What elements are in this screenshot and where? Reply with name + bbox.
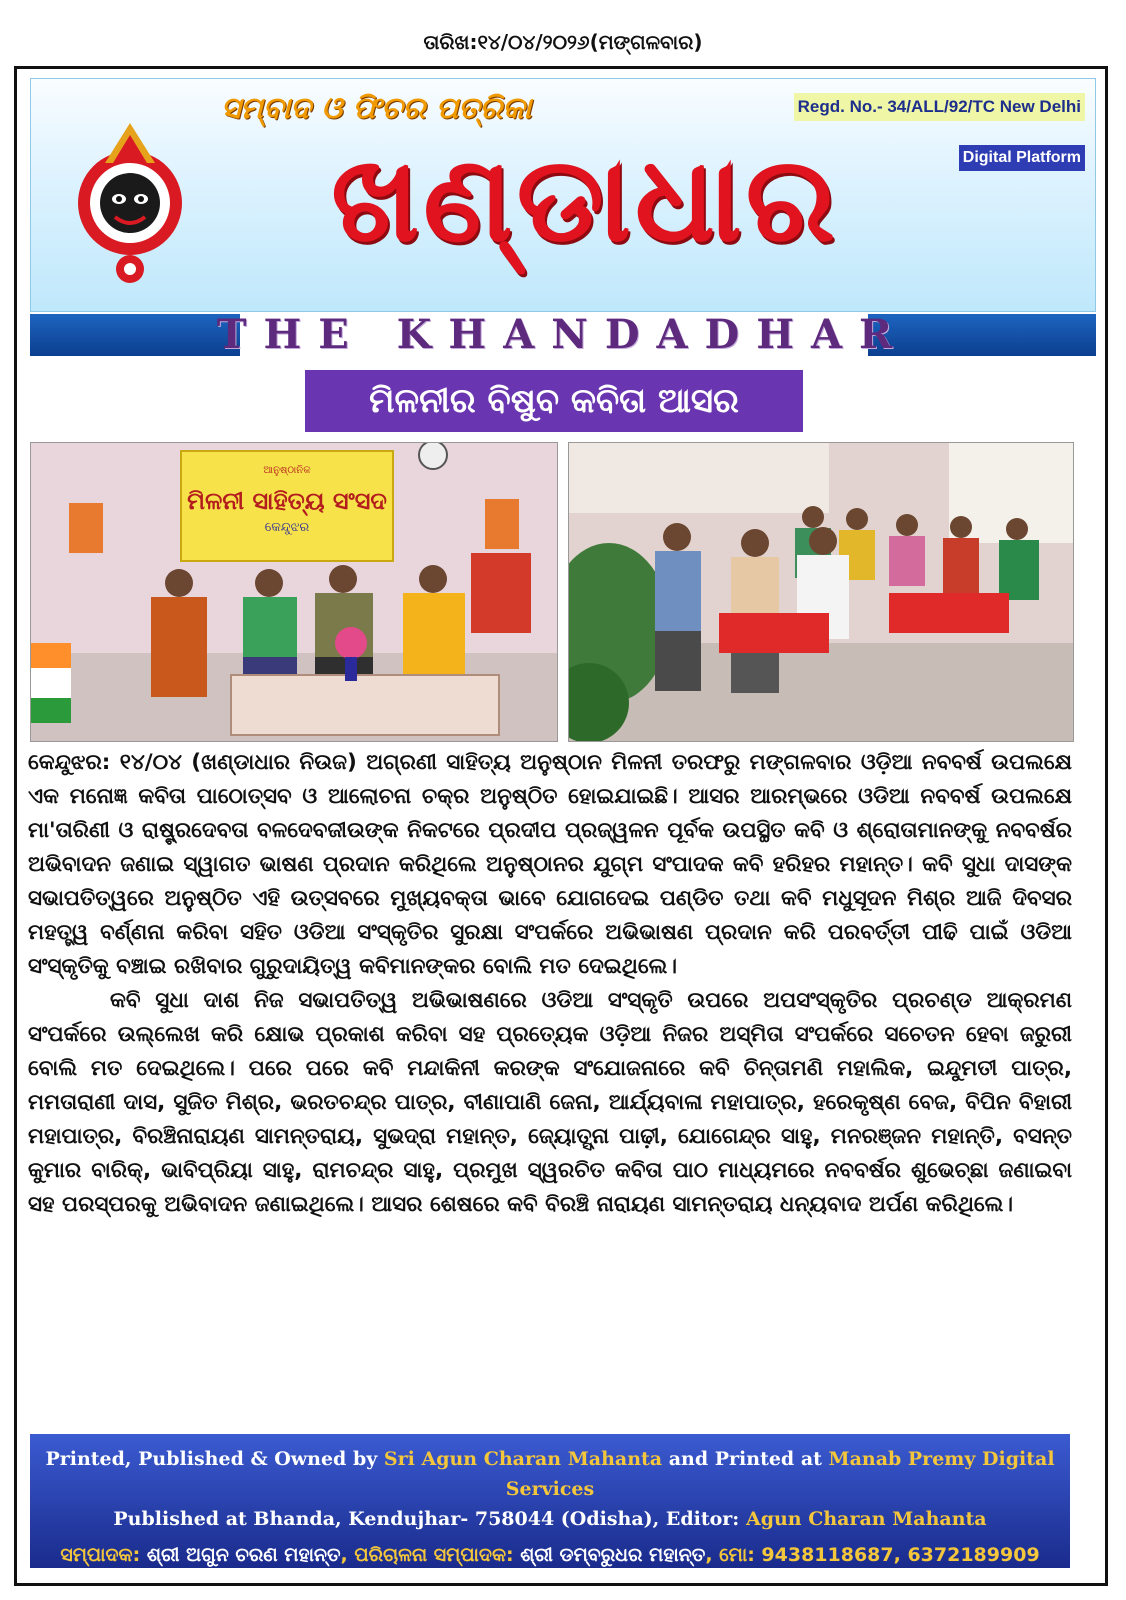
english-title: THE KHANDADHAR bbox=[216, 311, 910, 358]
footer-l1a: Printed, Published & Owned by bbox=[45, 1448, 384, 1470]
footer-l3e: , ମୋ: 9438118687, 6372189909 bbox=[705, 1544, 1040, 1566]
article-paragraph-1: କେନ୍ଦୁଝର: ୧୪/୦୪ (ଖଣ୍ଡାଧାର ନିଉଜ) ଅଗ୍ରଣୀ ସାହିତ୍ୟ ଅନୁଷ୍ଠାନ ମିଳନୀ ତରଫରୁ ମଙ୍ଗଳବାର ଓଡ଼ିଆ ନବବର୍ଷ ଉପଲକ୍ଷେ ଏକ ମନୋଜ୍ଞ କବିତା ପାଠୋତ୍ସବ ଓ ଆଲୋଚନା ଚକ୍ର ଅନୁଷ୍ଠିତ ହୋଇଯାଇଛି। ଆସର ଆରମ୍ଭରେ ଓଡିଆ ନବବର୍ଷ ଉପଲକ୍ଷେ ମା'ତାରିଣୀ ଓ ରାଷ୍ଟ୍ରଦେବତା ବଳଦେବଜୀଉଙ୍କ ନିକଟରେ ପ୍ରଦୀପ ପ୍ରଜ୍ୱଳନ ପୂର୍ବକ ଉପସ୍ଥିତ କବି ଓ ଶ୍ରୋତାମାନଙ୍କୁ ନବବର୍ଷର ଅଭିବାଦନ ଜଣାଇ ସ୍ୱାଗତ ଭାଷଣ ପ୍ରଦାନ କରିଥିଲେ ଅନୁଷ୍ଠାନର ଯୁଗ୍ମ ସଂପାଦକ କବି ହରିହର ମହାନ୍ତ। କବି ସୁଧା ଦାସଙ୍କ ସଭାପତିତ୍ୱରେ ଅନୁଷ୍ଠିତ ଏହି ଉତ୍ସବରେ ମୁଖ୍ୟବକ୍ତା ଭାବେ ଯୋଗଦେଇ ପଣ୍ଡିତ ତଥା କବି ମଧୁସୂଦନ ମିଶ୍ର ଆଜି ଦିବସର ମହତ୍ତ୍ୱ ବର୍ଣ୍ଣନା କରିବା ସହିତ ଓଡିଆ ସଂସ୍କୃତିର ସୁରକ୍ଷା ସଂପର୍କରେ ଅଭିଭାଷଣ ପ୍ରଦାନ କରି ପରବର୍ତ୍ତୀ ପୀଢି ପାଇଁ ଓଡିଆ ସଂସ୍କୃତିକୁ ବଞ୍ଚାଇ ରଖିବାର ଗୁରୁଦାୟିତ୍ୱ କବିମାନଙ୍କର ବୋଲି ମତ ଦେଇଥିଲେ। bbox=[28, 750, 1072, 979]
photo-audience bbox=[568, 442, 1074, 742]
imprint-footer bbox=[30, 1434, 1070, 1568]
photo-stage bbox=[30, 442, 558, 742]
brand-title: ଖଣ୍ଡାଧାର bbox=[331, 130, 840, 268]
banner-top-text: ଆନୁଷ୍ଠାନିକ bbox=[263, 465, 311, 476]
banner-sub-text: କେନ୍ଦୁଝର bbox=[264, 520, 310, 535]
footer-l2a: Published at Bhanda, Kendujhar- 758044 (Odisha), Editor: bbox=[113, 1508, 746, 1530]
banner-title-text: ମିଳନୀ ସାହିତ୍ୟ ସଂସଦ bbox=[187, 487, 387, 515]
footer-l3a: ସମ୍ପାଦକ: bbox=[60, 1544, 147, 1566]
footer-l3b: ଶ୍ରୀ ଅଗୁନ ଚରଣ ମହାନ୍ତ bbox=[146, 1544, 341, 1566]
digital-platform-badge: Digital Platform bbox=[959, 145, 1085, 171]
headline: ମିଳନୀର ବିଷୁବ କବିତା ଆସର bbox=[369, 381, 739, 421]
english-title-band bbox=[30, 312, 1096, 358]
footer-l3c: , ପରିଚାଳନା ସମ୍ପାଦକ: bbox=[340, 1544, 521, 1566]
article-paragraph-2: କବି ସୁଧା ଦାଶ ନିଜ ସଭାପତିତ୍ୱ ଅଭିଭାଷଣରେ ଓଡିଆ ସଂସ୍କୃତି ଉପରେ ଅପସଂସ୍କୃତିର ପ୍ରଚଣ୍ଡ ଆକ୍ରମଣ ସଂପର୍କରେ ଉଲ୍ଲେଖ କରି କ୍ଷୋଭ ପ୍ରକାଶ କରିବା ସହ ପ୍ରତ୍ୟେକ ଓଡ଼ିଆ ନିଜର ଅସ୍ମିତା ସଂପର୍କରେ ସଚେତନ ହେବା ଜରୁରୀ ବୋଲି ମତ ଦେଇଥିଲେ। ପରେ ପରେ କବି ମନ୍ଦାକିନୀ କରଙ୍କ ସଂଯୋଜନାରେ କବି ଚିନ୍ତାମଣି ମହାଲିକ, ଇନ୍ଦୁମତୀ ପାତ୍ର, ମମତାରାଣୀ ଦାସ, ସୁଜିତ ମିଶ୍ର, ଭରତଚନ୍ଦ୍ର ପାତ୍ର, ବୀଣାପାଣି ଜେନା, ଆର୍ଯ୍ୟବାଳା ମହାପାତ୍ର, ହରେକୃଷ୍ଣ ବେଜ, ବିପିନ ବିହାରୀ ମହାପାତ୍ର, ବିରଞ୍ଚିନାରାୟଣ ସାମନ୍ତରାୟ, ସୁଭଦ୍ରା ମହାନ୍ତ, ଜ୍ୟୋତ୍ସ୍ନା ପାଢ଼ୀ, ଯୋଗେନ୍ଦ୍ର ସାହୁ, ମନରଞ୍ଜନ ମହାନ୍ତି, ବସନ୍ତ କୁମାର ବାରିକ୍, ଭାବିପ୍ରିୟା ସାହୁ, ରାମଚନ୍ଦ୍ର ସାହୁ, ପ୍ରମୁଖ ସ୍ୱରଚିତ କବିତା ପାଠ ମାଧ୍ୟମରେ ନବବର୍ଷର ଶୁଭେଚ୍ଛା ଜଣାଇବା ସହ ପରସ୍ପରକୁ ଅଭିବାଦନ ଜଣାଇଥିଲେ। ଆସର ଶେଷରେ କବି ବିରଞ୍ଚି ନାରାୟଣ ସାମନ୍ତରାୟ ଧନ୍ୟବାଦ ଅର୍ପଣ କରିଥିଲେ। bbox=[28, 988, 1072, 1217]
headline-box bbox=[305, 370, 803, 432]
issue-date: ତାରିଖ:୧୪/୦୪/୨୦୨୬(ମଙ୍ଗଳବାର) bbox=[423, 30, 703, 54]
footer-l1d: Manab Premy Digital Services bbox=[505, 1448, 1055, 1500]
masthead bbox=[30, 78, 1096, 312]
deity-icon bbox=[75, 103, 185, 293]
footer-line-3 bbox=[30, 1540, 1070, 1570]
registration-number: Regd. No.- 34/ALL/92/TC New Delhi bbox=[794, 93, 1085, 121]
footer-line-2 bbox=[30, 1504, 1070, 1534]
footer-l1c: and Printed at bbox=[662, 1448, 829, 1470]
footer-l1b: Sri Agun Charan Mahanta bbox=[383, 1448, 663, 1470]
footer-l3d: ଶ୍ରୀ ଡମ୍ବରୁଧର ମହାନ୍ତ bbox=[520, 1544, 706, 1566]
article-body bbox=[28, 746, 1072, 1222]
footer-line-1 bbox=[30, 1444, 1070, 1504]
footer-l2b: Agun Charan Mahanta bbox=[745, 1508, 987, 1530]
tagline: ସମ୍ବାଦ ଓ ଫିଚର ପତ୍ରିକା bbox=[221, 91, 532, 126]
